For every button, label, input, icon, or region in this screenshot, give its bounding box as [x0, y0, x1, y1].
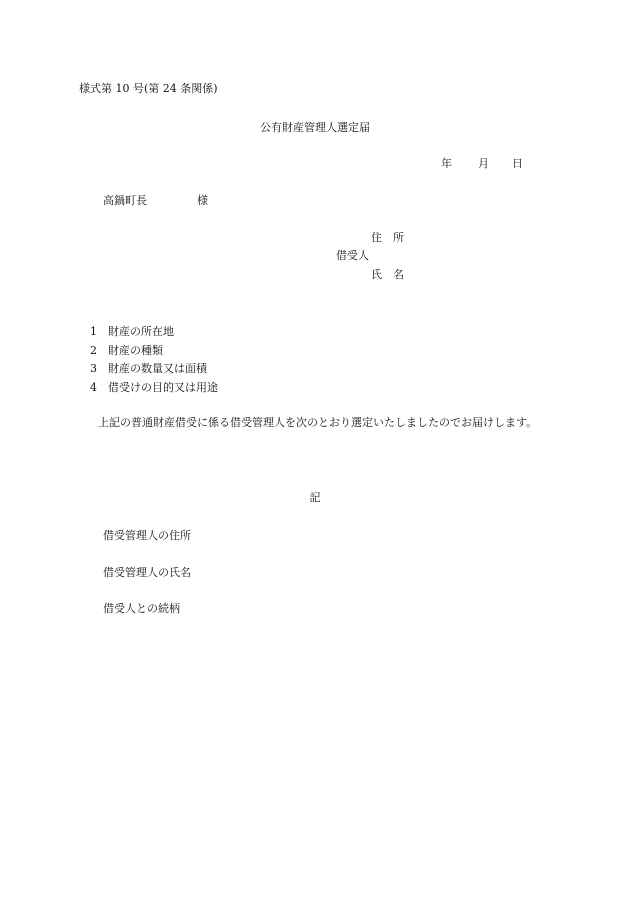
ki-heading: 記 [309, 491, 321, 504]
item-label: 財産の種類 [108, 343, 163, 357]
applicant-address-label: 住 所 [371, 231, 404, 244]
item-number: 2 [90, 343, 97, 357]
date-day-label: 日 [512, 157, 523, 170]
manager-address-label: 借受管理人の住所 [103, 529, 191, 542]
document-title: 公有財産管理人選定届 [260, 121, 370, 134]
list-item [90, 360, 218, 379]
list-item [90, 342, 218, 361]
date-year-label: 年 [441, 157, 452, 170]
list-item [90, 379, 218, 398]
applicant-role-label: 借受人 [336, 249, 369, 262]
item-label: 財産の数量又は面積 [108, 362, 207, 375]
item-number: 3 [90, 362, 97, 375]
item-label: 財産の所在地 [108, 325, 174, 338]
relationship-label: 借受人との続柄 [103, 602, 180, 615]
item-label: 借受けの目的又は用途 [108, 380, 218, 394]
form-number-label: 様式第 10 号(第 24 条関係) [79, 82, 218, 95]
addressee-name: 高鍋町長 [103, 194, 147, 207]
item-number: 4 [90, 380, 97, 394]
list-item [90, 323, 218, 342]
property-items-list [90, 323, 218, 397]
item-number: 1 [90, 325, 97, 338]
manager-name-label: 借受管理人の氏名 [103, 566, 191, 579]
addressee-honorific: 様 [197, 194, 208, 207]
applicant-name-label: 氏 名 [371, 268, 404, 281]
declaration-paragraph: 上記の普通財産借受に係る借受管理人を次のとおり選定いたしましたのでお届けします。 [98, 416, 538, 429]
date-month-label: 月 [478, 157, 489, 170]
